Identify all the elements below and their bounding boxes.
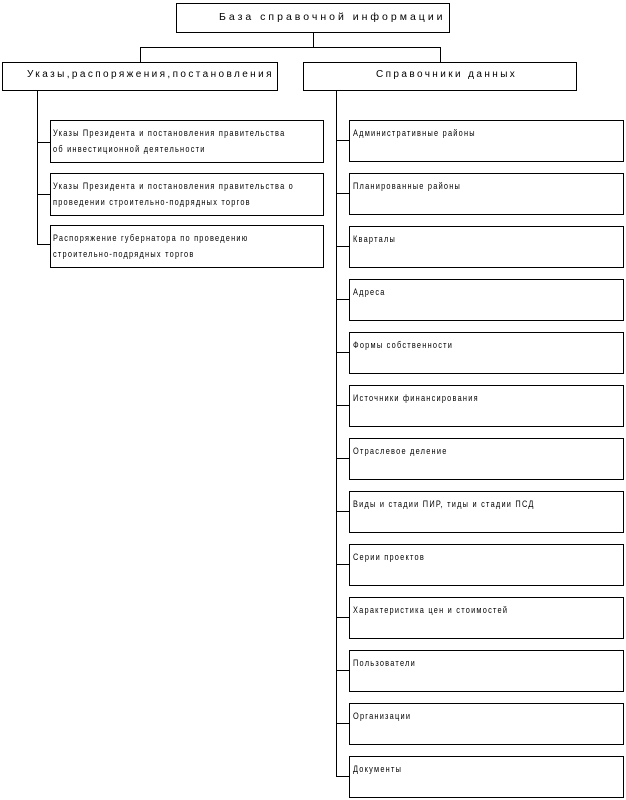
right-item-connector (336, 776, 349, 777)
right-item-label: Источники финансирования (353, 393, 479, 403)
right-item (349, 173, 624, 215)
left-item-line: Распоряжение губернатора по проведению (53, 233, 249, 243)
right-item-label: Отраслевое деление (353, 446, 448, 456)
left-branch-label: Указы,распоряжения,постановления (27, 69, 274, 80)
right-item-connector (336, 617, 349, 618)
right-item (349, 544, 624, 586)
right-item-label: Кварталы (353, 234, 397, 244)
right-item (349, 226, 624, 268)
right-item-connector (336, 723, 349, 724)
right-item-connector (336, 405, 349, 406)
right-item-connector (336, 193, 349, 194)
root-label: База справочной информации (219, 11, 446, 23)
connector-left-down (140, 47, 141, 62)
left-trunk (37, 91, 38, 244)
right-item-label: Серии проектов (353, 552, 426, 562)
connector-root-down (313, 33, 314, 47)
left-item (50, 225, 324, 268)
right-item-label: Организации (353, 711, 412, 721)
right-item-connector (336, 352, 349, 353)
right-item-connector (336, 246, 349, 247)
left-item (50, 173, 324, 216)
right-item-label: Документы (353, 764, 403, 774)
left-branch-node (2, 62, 278, 91)
left-item-line: проведении строительно-подрядных торгов (53, 197, 251, 207)
connector-branches (140, 47, 440, 48)
right-item (349, 756, 624, 798)
left-item-connector (37, 142, 50, 143)
right-item-connector (336, 511, 349, 512)
right-item-label: Пользователи (353, 658, 416, 668)
right-item-connector (336, 670, 349, 671)
right-branch-node (303, 62, 577, 91)
right-item-label: Виды и стадии ПИР, тиды и стадии ПСД (353, 499, 535, 509)
right-item-label: Адреса (353, 287, 386, 297)
right-item-connector (336, 458, 349, 459)
right-item-label: Характеристика цен и стоимостей (353, 605, 509, 615)
right-item (349, 120, 624, 162)
left-item-line: строительно-подрядных торгов (53, 249, 195, 259)
right-item-label: Планированные районы (353, 181, 462, 191)
right-item (349, 438, 624, 480)
left-item-line: об инвестиционной деятельности (53, 144, 206, 154)
right-item (349, 650, 624, 692)
left-item (50, 120, 324, 163)
left-item-connector (37, 194, 50, 195)
right-item (349, 491, 624, 533)
right-item (349, 703, 624, 745)
right-item-connector (336, 564, 349, 565)
left-item-line: Указы Президента и постановления правительства (53, 128, 286, 138)
right-item (349, 279, 624, 321)
right-item (349, 332, 624, 374)
right-item-connector (336, 299, 349, 300)
left-item-connector (37, 244, 50, 245)
right-item (349, 597, 624, 639)
left-item-line: Указы Президента и постановления правительства о (53, 181, 295, 191)
right-branch-label: Справочники данных (376, 69, 518, 80)
root-node (176, 3, 450, 33)
connector-right-down (440, 47, 441, 62)
right-item-label: Административные районы (353, 128, 476, 138)
right-item-connector (336, 140, 349, 141)
right-item-label: Формы собственности (353, 340, 454, 350)
right-item (349, 385, 624, 427)
